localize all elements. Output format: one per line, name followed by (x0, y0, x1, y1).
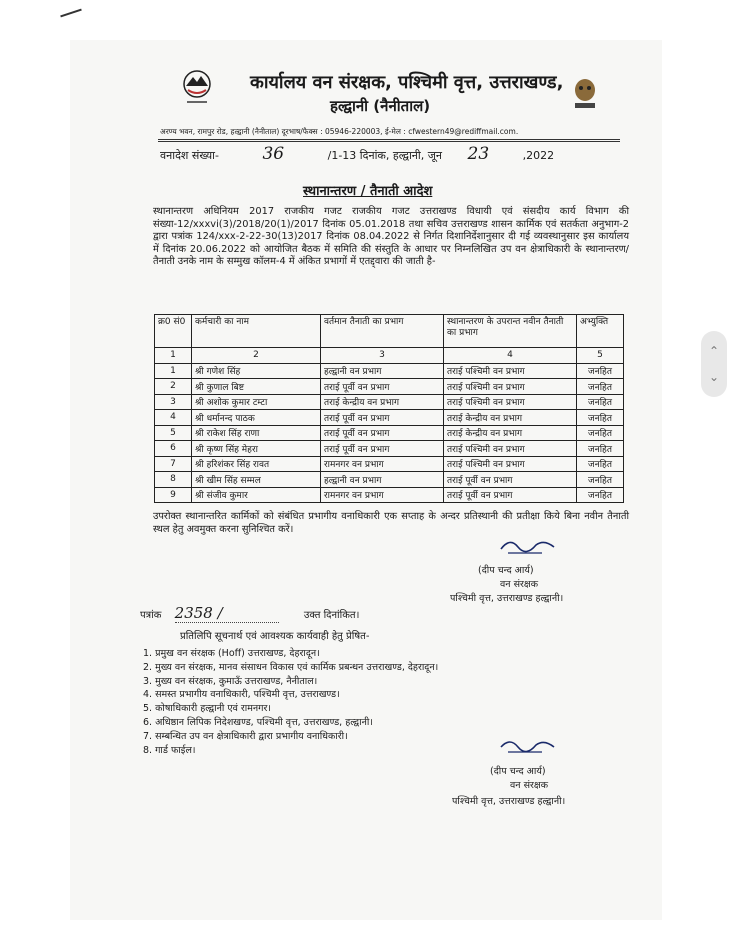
table-row (155, 425, 624, 441)
cell-current-division: रामनगर वन प्रभाग (321, 456, 444, 472)
cell-serial: 6 (155, 441, 192, 457)
cell-employee-name: श्री अशोक कुमार टम्टा (192, 394, 321, 410)
col-header-serial: क्र0 सं0 (155, 315, 192, 348)
office-address: अरण्य भवन, रामपुर रोड, हल्द्वानी (नैनीताल) दूरभाष/फैक्स : 05946-220003, ई-मेल : cfwestern49@rediffmail.com. (160, 127, 519, 136)
cell-serial: 5 (155, 425, 192, 441)
copy-reference-line (140, 604, 359, 623)
list-item: 5. कोषाधिकारी हल्द्वानी एवं रामनगर। (143, 703, 272, 715)
order-ref: /1-13 दिनांक, हल्द्वानी, जून (327, 149, 443, 162)
cell-new-division: तराई पूर्वी वन प्रभाग (444, 487, 577, 503)
copy-number: 2358 / (175, 604, 279, 623)
list-item: 3. मुख्य वन संरक्षक, कुमाऊँ उत्तराखण्ड, नैनीताल। (143, 675, 318, 687)
cell-employee-name: श्री कुणाल बिष्ट (192, 379, 321, 395)
signatory-name: (दीप चन्द आर्य) (490, 766, 546, 777)
order-label: वनादेश संख्या- (160, 149, 219, 162)
chevron-up-icon[interactable]: ⌃ (708, 344, 720, 358)
col-header-name: कर्मचारी का नाम (192, 315, 321, 348)
state-emblem-logo (570, 76, 600, 110)
cell-remark: जनहित (577, 472, 624, 488)
cell-employee-name: श्री कृष्ण सिंह मेहरा (192, 441, 321, 457)
col-num: 3 (321, 348, 444, 364)
cell-employee-name: श्री राकेश सिंह राणा (192, 425, 321, 441)
signature-scribble (498, 535, 558, 559)
cell-remark: जनहित (577, 379, 624, 395)
table-row (155, 379, 624, 395)
copy-recipient-list (143, 647, 438, 757)
signatory-designation: वन संरक्षक (510, 780, 548, 791)
order-year: ,2022 (522, 149, 555, 162)
signatory-designation: वन संरक्षक (500, 579, 538, 590)
cell-current-division: तराई पूर्वी वन प्रभाग (321, 425, 444, 441)
list-item: 4. समस्त प्रभागीय वनाधिकारी, पश्चिमी वृत्त, उत्तराखण्ड। (143, 689, 340, 701)
copy-dated: उक्त दिनांकित। (303, 610, 360, 621)
cell-new-division: तराई पश्चिमी वन प्रभाग (444, 456, 577, 472)
cell-remark: जनहित (577, 363, 624, 379)
col-header-new: स्थानान्तरण के उपरान्त नवीन तैनाती का प्रभाग (444, 315, 577, 348)
cell-new-division: तराई केन्द्रीय वन प्रभाग (444, 410, 577, 426)
cell-employee-name: श्री धर्मानन्द पाठक (192, 410, 321, 426)
signatory-name: (दीप चन्द आर्य) (478, 565, 534, 576)
cell-new-division: तराई पश्चिमी वन प्रभाग (444, 394, 577, 410)
closing-paragraph: उपरोक्त स्थानान्तरित कार्मिकों को संबंधित प्रभागीय वनाधिकारी एक सप्ताह के अन्दर प्रतिस्थानी की प्रतीक्षा किये बिना नवीन तैनाती स्थल हेतु अवमुक्त करना सुनिश्चित करें। (153, 511, 629, 535)
cell-employee-name: श्री संजीव कुमार (192, 487, 321, 503)
signatory-office: पश्चिमी वृत्त, उत्तराखण्ड हल्द्वानी। (452, 796, 566, 807)
cell-current-division: रामनगर वन प्रभाग (321, 487, 444, 503)
cell-remark: जनहित (577, 394, 624, 410)
cell-current-division: तराई पूर्वी वन प्रभाग (321, 441, 444, 457)
cell-new-division: तराई पश्चिमी वन प्रभाग (444, 441, 577, 457)
list-item: 2. मुख्य वन संरक्षक, मानव संसाधन विकास एवं कार्मिक प्रबन्धन उत्तराखण्ड, देहरादून। (143, 661, 439, 673)
table-row (155, 456, 624, 472)
cell-current-division: तराई केन्द्रीय वन प्रभाग (321, 394, 444, 410)
cell-employee-name: श्री हरिशंकर सिंह रावत (192, 456, 321, 472)
cell-employee-name: श्री गणेश सिंह (192, 363, 321, 379)
cell-new-division: तराई पश्चिमी वन प्रभाग (444, 379, 577, 395)
forest-emblem-logo (178, 68, 216, 108)
table-row (155, 441, 624, 457)
cell-current-division: हल्द्वानी वन प्रभाग (321, 363, 444, 379)
chevron-down-icon[interactable]: ⌄ (708, 370, 720, 384)
cell-current-division: तराई पूर्वी वन प्रभाग (321, 379, 444, 395)
cell-remark: जनहित (577, 487, 624, 503)
col-header-remark: अभ्युक्ति (577, 315, 624, 348)
signature-scribble (498, 735, 558, 759)
col-header-current: वर्तमान तैनाती का प्रभाग (321, 315, 444, 348)
cell-current-division: तराई पूर्वी वन प्रभाग (321, 410, 444, 426)
table-body (155, 363, 624, 503)
cell-current-division: हल्द्वानी वन प्रभाग (321, 472, 444, 488)
list-item: 1. प्रमुख वन संरक्षक (Hoff) उत्तराखण्ड, देहरादून। (143, 648, 320, 659)
cell-serial: 3 (155, 394, 192, 410)
order-day: 23 (467, 144, 490, 164)
cell-serial: 2 (155, 379, 192, 395)
table-row (155, 394, 624, 410)
copy-intro: प्रतिलिपि सूचनार्थ एवं आवश्यक कार्यवाही हेतु प्रेषित- (180, 631, 370, 642)
list-item: 8. गार्ड फाईल। (143, 744, 196, 756)
signatory-office: पश्चिमी वृत्त, उत्तराखण्ड हल्द्वानी। (450, 593, 564, 604)
cell-serial: 7 (155, 456, 192, 472)
col-num: 4 (444, 348, 577, 364)
intro-paragraph: स्थानान्तरण अधिनियम 2017 राजकीय गजट राजकीय गजट उत्तराखण्ड विधायी एवं संसदीय कार्य विभाग की संख्या-12/xxxvi(3)/2018/20(1)/2017 दिनांक 05.01.2018 तथा सचिव उत्तराखण्ड शासन कार्मिक एवं सतर्कता अनुभाग-2 द्वारा पत्रांक 124/xxx-2-22-30(13)2017 दिनांक 08.04.2022 से निर्गत दिशानिर्देशानुसार दी गई व्यवस्थानुसार इस कार्यालय में दिनांक 20.06.2022 को आयोजित बैठक में समिति की संस्तुति के आधार पर निम्नलिखित उप वन क्षेत्राधिकारी के स्थानान्तरण/तैनाती उनके नाम के सम्मुख कॉलम-4 में अंकित प्रभागों में एतद्द्वारा की जाती है- (153, 206, 629, 267)
list-item: 6. अधिष्ठान लिपिक निदेशखण्ड, पश्चिमी वृत्त, उत्तराखण्ड, हल्द्वानी। (143, 716, 373, 728)
cell-serial: 1 (155, 363, 192, 379)
cell-new-division: तराई पश्चिमी वन प्रभाग (444, 363, 577, 379)
order-number-line (160, 144, 554, 164)
table-row (155, 472, 624, 488)
page-scroll-control (701, 331, 727, 397)
col-num: 1 (155, 348, 192, 364)
header-rule-top (158, 139, 620, 140)
cell-serial: 9 (155, 487, 192, 503)
cell-remark: जनहित (577, 441, 624, 457)
header-rule-bottom (158, 141, 620, 142)
table-row (155, 487, 624, 503)
cell-remark: जनहित (577, 425, 624, 441)
transfer-table (154, 314, 624, 503)
table-column-number-row (155, 348, 624, 364)
office-location: हल्द्वानी (नैनीताल) (330, 97, 431, 115)
cell-remark: जनहित (577, 456, 624, 472)
order-subject: स्थानान्तरण / तैनाती आदेश (303, 184, 433, 199)
col-num: 2 (192, 348, 321, 364)
cell-serial: 8 (155, 472, 192, 488)
cell-remark: जनहित (577, 410, 624, 426)
col-num: 5 (577, 348, 624, 364)
list-item: 7. सम्बन्धित उप वन क्षेत्राधिकारी द्वारा प्रभागीय वनाधिकारी। (143, 730, 348, 742)
copy-label: पत्रांक (140, 610, 162, 621)
cell-employee-name: श्री खीम सिंह सम्मल (192, 472, 321, 488)
office-title: कार्यालय वन संरक्षक, पश्चिमी वृत्त, उत्तराखण्ड, (250, 72, 564, 93)
table-row (155, 363, 624, 379)
cell-new-division: तराई केन्द्रीय वन प्रभाग (444, 425, 577, 441)
order-number: 36 (262, 144, 285, 164)
cell-serial: 4 (155, 410, 192, 426)
pen-mark (60, 9, 82, 18)
table-header-row (155, 315, 624, 348)
table-row (155, 410, 624, 426)
cell-new-division: तराई पूर्वी वन प्रभाग (444, 472, 577, 488)
